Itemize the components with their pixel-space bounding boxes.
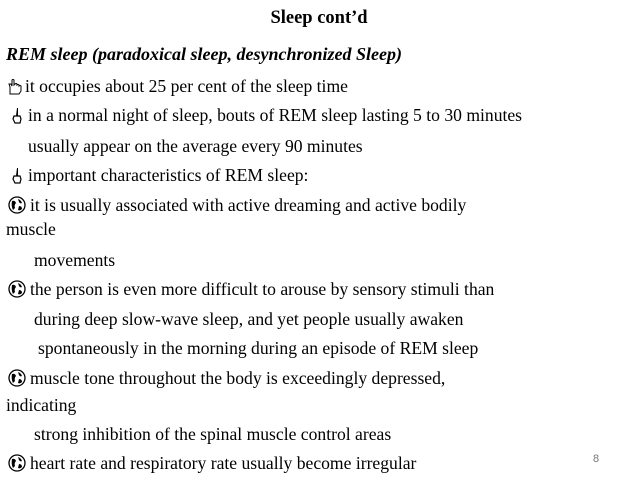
- line-text: it occupies about 25 per cent of the sleep time: [25, 76, 348, 96]
- page-number: 8: [593, 453, 600, 465]
- line-text: important characteristics of REM sleep:: [28, 165, 309, 185]
- text-line: strong inhibition of the spinal muscle control areas: [34, 424, 392, 444]
- bullet-line: [10, 165, 308, 185]
- writing-hand-icon: [12, 167, 22, 184]
- slide-subtitle: REM sleep (paradoxical sleep, desynchronized Sleep): [6, 44, 402, 64]
- line-text: it is usually associated with active dreaming and active bodily: [30, 195, 467, 215]
- bullet-line: [8, 368, 445, 388]
- bullet-line: [10, 105, 522, 125]
- text-line: muscle: [6, 219, 56, 239]
- bullet-line: [8, 195, 466, 215]
- globe-icon: [8, 196, 26, 214]
- line-text: usually appear on the average every 90 minutes: [28, 136, 363, 156]
- line-text: the person is even more difficult to arouse by sensory stimuli than: [30, 279, 495, 299]
- line-text: heart rate and respiratory rate usually become irregular: [30, 453, 417, 473]
- text-line: indicating: [6, 395, 77, 415]
- bullet-line: [8, 279, 494, 299]
- text-line: spontaneously in the morning during an episode of REM sleep: [38, 338, 479, 358]
- line-text: in a normal night of sleep, bouts of REM sleep lasting 5 to 30 minutes: [28, 105, 523, 125]
- globe-icon: [8, 280, 26, 298]
- line-text: muscle tone throughout the body is exceedingly depressed,: [30, 368, 446, 388]
- globe-icon: [8, 454, 26, 472]
- bullet-line: [8, 76, 348, 96]
- bullet-line: [28, 136, 363, 156]
- slide-title: Sleep cont’d: [270, 8, 368, 28]
- text-line: during deep slow-wave sleep, and yet people usually awaken: [34, 309, 464, 329]
- globe-icon: [8, 369, 26, 387]
- bullet-line: [8, 453, 416, 473]
- writing-hand-icon: [12, 107, 22, 124]
- pointing-hand-icon: [8, 78, 22, 95]
- text-line: movements: [34, 250, 116, 270]
